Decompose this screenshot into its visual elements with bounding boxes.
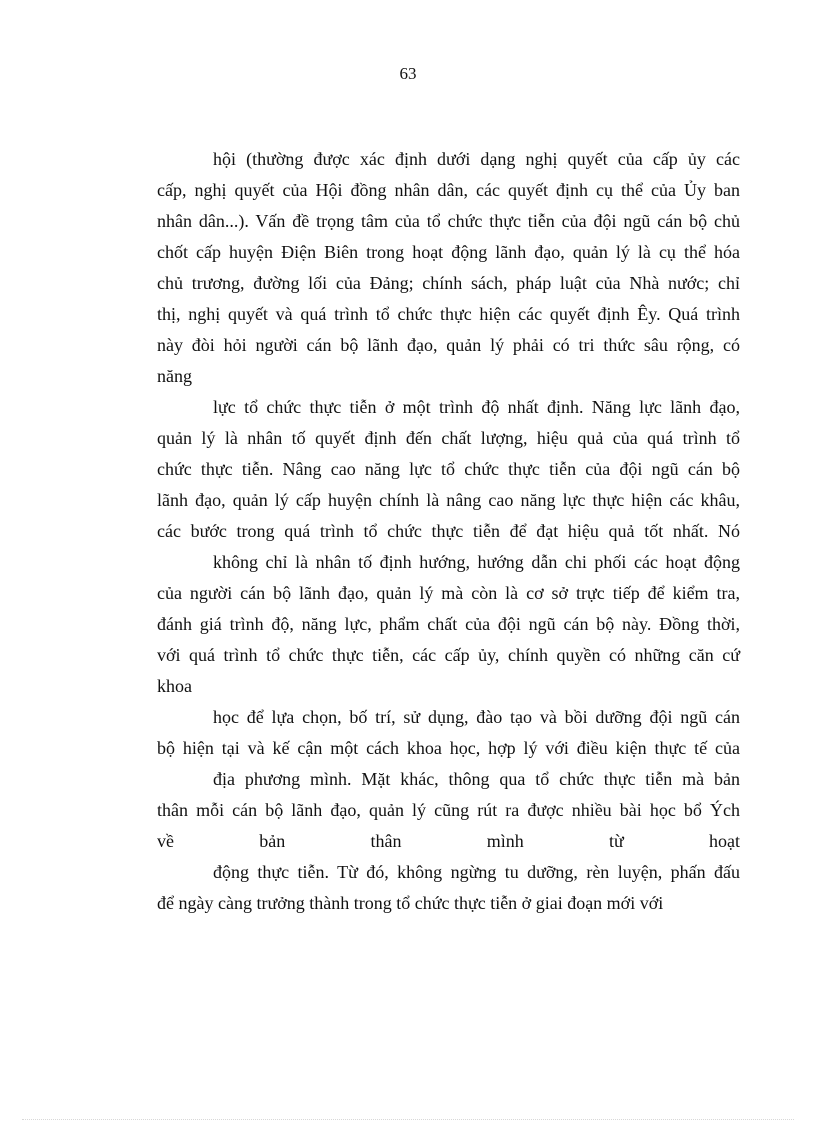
text-line: không chỉ là nhân tố định hướng, hướng dẫn chi phối các hoạt động	[213, 552, 740, 572]
text-line: quản lý là nhân tố quyết định đến chất lượng, hiệu quả của quá trình tổ	[157, 428, 740, 448]
paragraph-2	[157, 392, 740, 547]
paragraph-5	[157, 764, 740, 857]
text-line: nhân dân...). Vấn đề trọng tâm của tổ chức thực tiễn của đội ngũ cán bộ chủ	[157, 211, 740, 231]
text-line: lãnh đạo, quản lý cấp huyện chính là nâng cao năng lực thực hiện các khâu,	[157, 490, 740, 510]
text-line: của người cán bộ lãnh đạo, quản lý mà còn là cơ sở trực tiếp để kiểm tra,	[157, 583, 740, 603]
paragraph-3	[157, 547, 740, 702]
text-line: về bản thân mình từ hoạt	[157, 831, 740, 851]
text-line: năng	[157, 366, 192, 386]
paragraph-1	[157, 144, 740, 392]
text-line: này đòi hỏi người cán bộ lãnh đạo, quản lý phải có tri thức sâu rộng, có	[157, 335, 740, 355]
text-line: đánh giá trình độ, năng lực, phẩm chất của đội ngũ cán bộ này. Đồng thời,	[157, 614, 740, 634]
text-line: các bước trong quá trình tổ chức thực tiễn để đạt hiệu quả tốt nhất. Nó	[157, 521, 740, 541]
text-line: học để lựa chọn, bố trí, sử dụng, đào tạo và bồi dưỡng đội ngũ cán	[213, 707, 740, 727]
text-line: chủ trương, đường lối của Đảng; chính sách, pháp luật của Nhà nước; chỉ	[157, 273, 740, 293]
paragraph-4	[157, 702, 740, 764]
page-bottom-rule	[22, 1119, 794, 1120]
text-line: lực tổ chức thực tiễn ở một trình độ nhất định. Năng lực lãnh đạo,	[213, 397, 740, 417]
text-line: hội (thường được xác định dưới dạng nghị quyết của cấp ủy các	[213, 149, 740, 169]
text-line: thị, nghị quyết và quá trình tổ chức thực hiện các quyết định Êy. Quá trình	[157, 304, 740, 324]
document-body	[157, 144, 740, 919]
text-line: để ngày càng trưởng thành trong tổ chức thực tiễn ở giai đoạn mới với	[157, 893, 664, 913]
text-line: chốt cấp huyện Điện Biên trong hoạt động lãnh đạo, quản lý là cụ thể hóa	[157, 242, 740, 262]
text-line: động thực tiễn. Từ đó, không ngừng tu dưỡng, rèn luyện, phấn đấu	[213, 862, 740, 882]
text-line: chức thực tiễn. Nâng cao năng lực tổ chức thực tiễn của đội ngũ cán bộ	[157, 459, 740, 479]
text-line: địa phương mình. Mặt khác, thông qua tổ chức thực tiễn mà bản	[213, 769, 740, 789]
page-number: 63	[399, 64, 417, 83]
paragraph-6	[157, 857, 740, 919]
text-line: khoa	[157, 676, 192, 696]
text-line: cấp, nghị quyết của Hội đồng nhân dân, các quyết định cụ thể của Ủy ban	[157, 180, 740, 200]
text-line: bộ hiện tại và kế cận một cách khoa học, hợp lý với điều kiện thực tế của	[157, 738, 740, 758]
text-line: thân mỗi cán bộ lãnh đạo, quản lý cũng rút ra được nhiều bài học bổ Ých	[157, 800, 740, 820]
text-line: với quá trình tổ chức thực tiễn, các cấp ủy, chính quyền có những căn cứ	[157, 645, 740, 665]
